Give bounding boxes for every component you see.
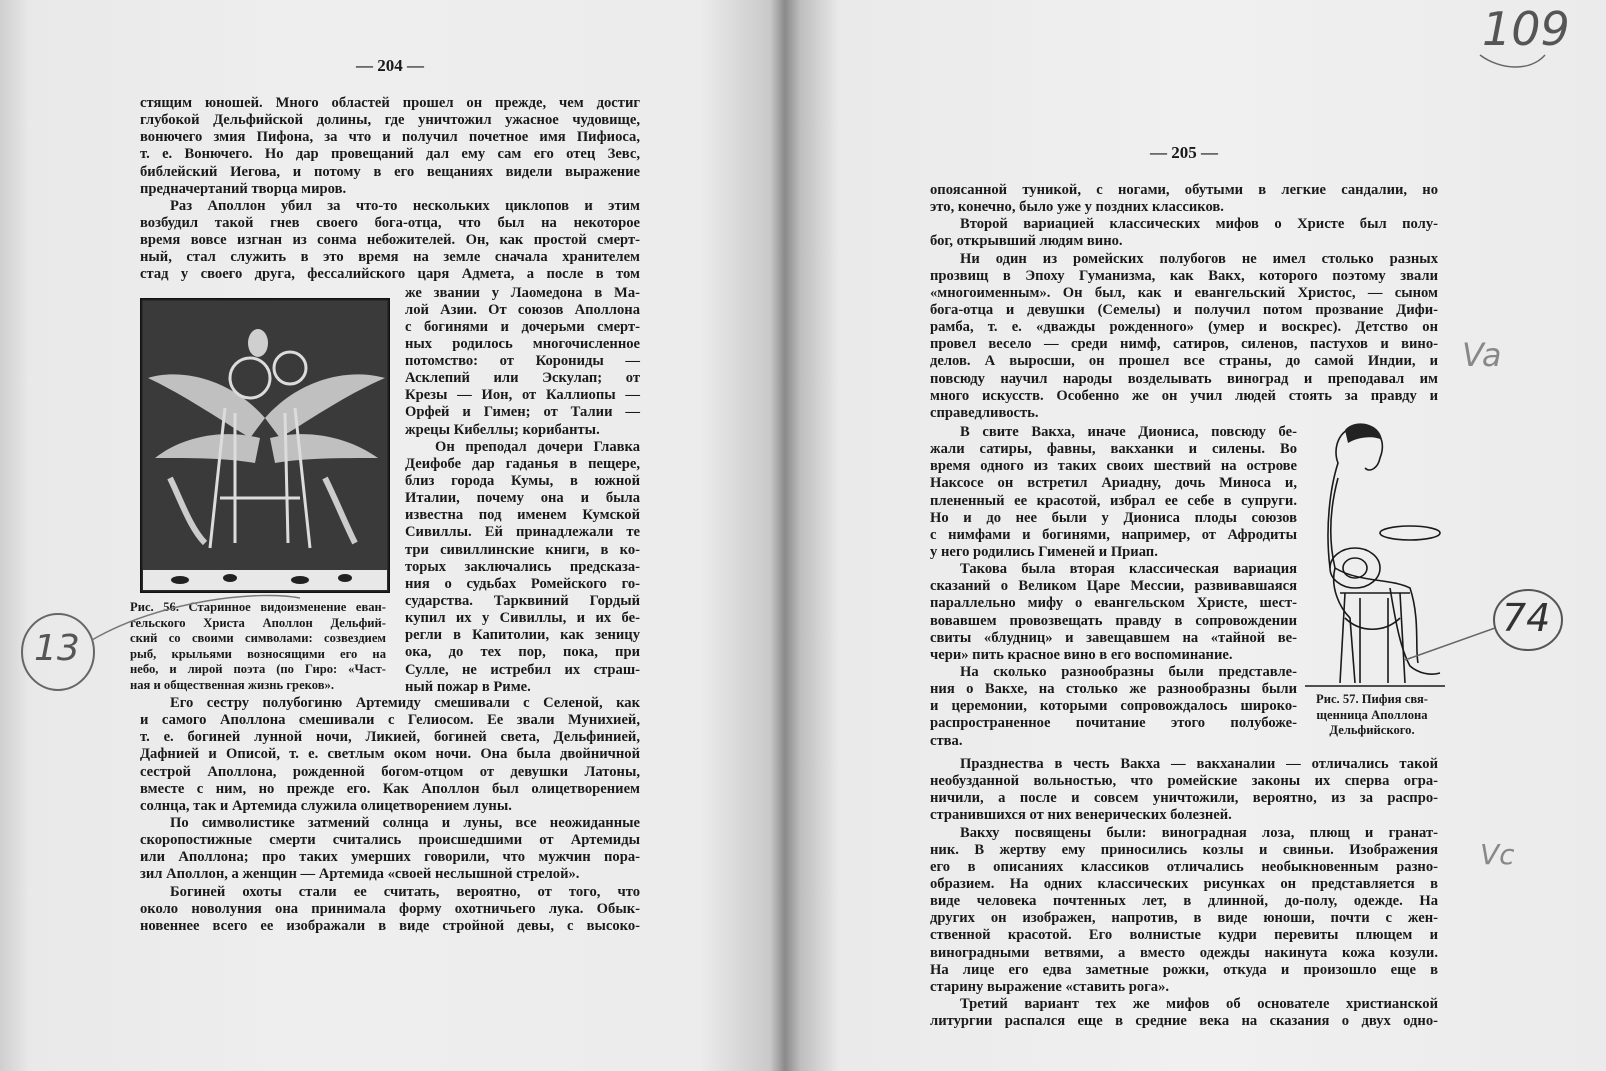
text-line: чери» пить красное вино в его воспоминание. [930, 646, 1233, 663]
text-line: около новолуния она принимала форму охотничьего лука. Обык- [140, 900, 640, 917]
text-line: Деифобе дар гаданья в пещере, [405, 455, 640, 472]
text-line: прозвищ в Эпоху Гуманизма, как Вакх, которого поэтому звали [930, 267, 1438, 284]
text-line: Но и до нее были у Диониса плоды союзов [930, 509, 1297, 526]
handwritten-page-number: 109 [1482, 2, 1570, 56]
text-line: библейский Иегова, и потому в его вещаниях видели выражение [140, 163, 640, 180]
text-line: В свите Вакха, иначе Диониса, повсюду бе- [960, 424, 1297, 440]
paragraph [930, 424, 1297, 561]
text-line: ства. [930, 732, 963, 749]
text-line: свиты «блудниц» и завещавшем на «тайной ве- [930, 629, 1297, 646]
caption-line: небо, и лирой поэта (по Гиро: «Част- [130, 662, 386, 676]
text-line: делов. А выросши, он прошел все страны, до самой Индии, и [930, 353, 1438, 370]
text-line: Его сестру полубогиню Артемиду смешивали с Селеной, как [170, 695, 640, 711]
text-line: предначертаний творца миров. [140, 180, 347, 197]
caption-line: гельского Христа Аполлон Дельфий- [130, 615, 386, 630]
text-line: ник. В жертву ему приносились козлы и свиньи. Изображения [930, 841, 1438, 858]
text-line: стящим юношей. Много областей прошел он прежде, чем достиг [140, 95, 640, 111]
text-line: Третий вариант тех же мифов об основателе христианской [960, 995, 1438, 1012]
text-line: три сивиллинские книги, в ко- [405, 541, 640, 558]
handwritten-note-va: Va [1462, 336, 1502, 374]
text-line: сестрой Аполлона, рожденной богом-отцом от девушки Латоны, [140, 763, 640, 780]
paragraph [930, 664, 1297, 750]
text-line: Сивиллы. Ей принадлежали те [405, 524, 640, 541]
text-line: Дафнией и Описой, т. е. светлым оком ночи. Она была двойничной [140, 746, 640, 763]
text-line: ный пожар в Риме. [405, 678, 531, 695]
text-line: у него родились Гименей и Приап. [930, 543, 1158, 560]
right-text-block [930, 424, 1297, 750]
text-line: солнца, так и Артемида служила олицетворением луны. [140, 797, 512, 814]
left-text-block [140, 95, 640, 284]
text-line: бог, открывший людям вино. [930, 233, 1123, 250]
text-line: повсюду научил народы возделывать виноград и преподавал им [930, 370, 1438, 387]
caption-line: Рис. 56. Старинное видоизменение еван- [130, 600, 386, 614]
text-line: Сулле, не истребил их страш- [405, 661, 640, 678]
text-line: скоропостижные смерти считались происшедшими от Артемиды [140, 832, 640, 849]
figure-57-caption [1302, 692, 1442, 739]
text-line: Вакху посвящены были: виноградная лоза, плющ и гранат- [960, 824, 1438, 841]
text-line: распространенное почитание этого полубоже- [930, 715, 1297, 732]
paragraph [930, 756, 1438, 825]
text-line: Такова была вторая классическая вариация [960, 561, 1297, 578]
caption-line: щенница Аполлона [1316, 707, 1428, 722]
paragraph [140, 815, 640, 884]
text-line: известна под именем Кумской [405, 507, 640, 524]
handwritten-note-vc: Vc [1480, 838, 1515, 871]
text-line: жрецы Кибеллы; корибанты. [405, 421, 600, 438]
text-line: Асклепий или Эскулап; от [405, 370, 640, 387]
text-line: купил их у Сивиллы, и их бе- [405, 610, 640, 627]
handwritten-circled-13: 13 [34, 628, 80, 669]
text-line: сказаний о Великом Царе Мессии, развивавшаяся [930, 578, 1297, 595]
paragraph [140, 198, 640, 284]
text-line: Второй вариацией классических мифов о Христе был полу- [960, 216, 1438, 233]
figure-56-caption [130, 600, 386, 693]
text-line: много искусств. Особенно же он учил людей стоять за правду и [930, 387, 1438, 404]
text-line: т. е. богиней лунной ночи, Ликией, богиней света, Дельфинией, [140, 729, 640, 746]
text-line: Наксосе он встретил Ариадну, дочь Миноса и, [930, 475, 1297, 492]
text-line: других он изображен, напротив, в виде юноши, почти с жен- [930, 910, 1438, 927]
text-line: бога-отца и девушки (Семелы) и получил потом прозвание Дифи- [930, 301, 1438, 318]
text-line: Ни один из ромейских полубогов не имел столько разных [960, 250, 1438, 267]
text-line: же звании у Лаомедона в Ма- [405, 284, 640, 301]
text-line: литургии распался еще в средние века на сказания о двух одно- [930, 1013, 1438, 1030]
text-line: странившихся от них венерических болезней. [930, 807, 1232, 824]
text-line: с нимфами и богинями, например, от Афродиты [930, 526, 1297, 543]
text-line: вонючего змия Пифона, за что и получил почетное имя Пифиоса, [140, 129, 640, 146]
figure-56-apollo-illustration [140, 298, 390, 593]
paragraph [930, 561, 1297, 664]
text-line: На сколько разнообразны были представле- [960, 663, 1297, 680]
text-line: глубокой Дельфийской долины, где уничтожил ужасное чудовище, [140, 112, 640, 129]
text-line: ных родилось многочисленное [405, 335, 640, 352]
text-line: новеннее всего ее изображали в виде стройной девы, с высоко- [140, 917, 640, 934]
text-line: необузданной вольностью, что ромейские законы их сперва огра- [930, 773, 1438, 790]
text-line: регли в Капитолии, как зеницу [405, 627, 640, 644]
text-line: лой Азии. От союзов Аполлона [405, 301, 640, 318]
text-line: параллельно мифу о евангельском Христе, шест- [930, 595, 1297, 612]
caption-line: Рис. 57. Пифия свя- [1316, 692, 1428, 706]
text-line: потомство: от Корониды — [405, 353, 640, 370]
text-line: жали сатиры, фавны, вакханки и силены. Во [930, 441, 1297, 458]
text-line: время вовсе изгнан из сонма небожителей. Он, как простой смерт- [140, 232, 640, 249]
paragraph [140, 695, 640, 815]
text-line: ничили, а после и совсем уничтожили, вероятно, из за распро- [930, 790, 1438, 807]
text-line: справедливость. [930, 404, 1039, 421]
text-line: Он преподал дочери Главка [435, 438, 640, 455]
text-line: его в описаниях классиков отличались необыкновенным разно- [930, 858, 1438, 875]
paragraph [930, 182, 1438, 216]
text-line: ния о судьбах Ромейского го- [405, 575, 640, 592]
text-line: провел весело — среди нимф, сатиров, силенов, пастухов и вино- [930, 336, 1438, 353]
paragraph [930, 996, 1438, 1030]
left-text-block [140, 695, 640, 935]
right-text-block [930, 182, 1438, 422]
text-line: и церемонии, которыми сопровождалось широко- [930, 698, 1297, 715]
text-line: Богиней охоты стали ее считать, вероятно, от того, что [170, 883, 640, 900]
paragraph [930, 825, 1438, 996]
text-line: опоясанной туникой, с ногами, обутыми в легкие сандалии, но [930, 182, 1438, 198]
text-line: ный, стал служить в это время на земле сначала хранителем [140, 249, 640, 266]
text-line: старину выражение «ставить рога». [930, 978, 1170, 995]
text-line: сударства. Тарквиний Гордый [405, 593, 640, 610]
text-line: виде человека почтенных лет, в длинной, до-полу, одежде. На [930, 893, 1438, 910]
text-line: это, конечно, было уже у поздних классиков. [930, 199, 1224, 216]
caption-line: Дельфийского. [1329, 723, 1415, 737]
text-line: близ города Кумы, в южной [405, 473, 640, 490]
caption-line: ная и общественная жизнь греков». [130, 677, 334, 692]
text-line: и самого Аполлона смешивали с Гелиосом. Ее звали Мунихией, [140, 712, 640, 729]
text-line: зил Аполлон, а женщин — Артемида «своей неслышной стрелой». [140, 866, 580, 883]
text-line: ока, до тех пор, пока, при [405, 644, 640, 661]
page-number-left: — 204 — [356, 56, 424, 75]
right-text-block [930, 756, 1438, 1030]
text-line: образием. На одних классических рисунках он представляется в [930, 875, 1438, 892]
text-line: возбудил такой гнев своего бога-отца, что был на некоторое [140, 214, 640, 231]
left-text-block [405, 285, 640, 696]
paragraph [140, 884, 640, 935]
text-line: вместе с ним, но прежде его. Как Аполлон был олицетворением [140, 780, 640, 797]
paragraph [405, 285, 640, 439]
text-line: «многоименным». Он был, как и евангельский Христос, — сыном [930, 284, 1438, 301]
paragraph [930, 216, 1438, 250]
paragraph [140, 95, 640, 198]
text-line: ния о Вакхе, на столько же разнообразны были [930, 681, 1297, 698]
text-line: рамба, т. е. «дважды рожденного» (умер и воскрес). Детство он [930, 319, 1438, 336]
text-line: т. е. Вонючего. Но дар провещаний дал ему сам его отец Зевс, [140, 146, 640, 163]
text-line: виноградными ветвями, а вместо одежды накинута кожа козули. [930, 944, 1438, 961]
paragraph [930, 251, 1438, 422]
text-line: Орфей и Гимен; от Талии — [405, 404, 640, 421]
page-number-right: — 205 — [1150, 143, 1218, 162]
text-line: торых заключались предсказа- [405, 558, 640, 575]
text-line: По символистике затмений солнца и луны, все неожиданные [170, 814, 640, 831]
text-line: вовавшем провозвещать правду в сопровождении [930, 612, 1297, 629]
text-line: Италии, почему она и была [405, 490, 640, 507]
figure-57-pythia-illustration [1300, 418, 1445, 690]
text-line: ственной красотой. Его волнистые кудри перевиты плющем и [930, 927, 1438, 944]
text-line: плененный ее красотой, избрал ее себе в супруги. [930, 492, 1297, 509]
caption-line: рыб, крыльями возносящими его на [130, 646, 386, 661]
caption-line: ский со своими символами: созвездием [130, 631, 386, 645]
text-line: стад у своего друга, фессалийского царя Адмета, а после в том [140, 266, 640, 283]
text-line: На лице его едва заметные рожки, откуда и произошло еще в [930, 961, 1438, 978]
text-line: Празднества в честь Вакха — вакханалии — отличались такой [960, 756, 1438, 772]
handwritten-circled-74: 74 [1502, 596, 1551, 640]
text-line: время одного из таких своих шествий на острове [930, 458, 1297, 475]
text-line: с богинями и дочерьми смерт- [405, 318, 640, 335]
text-line: или Аполлона; про таких умерших говорили, что мужчин пора- [140, 849, 640, 866]
text-line: Крезы — Ион, от Каллиопы — [405, 387, 640, 404]
paragraph [405, 439, 640, 696]
text-line: Раз Аполлон убил за что-то нескольких циклопов и этим [170, 197, 640, 214]
